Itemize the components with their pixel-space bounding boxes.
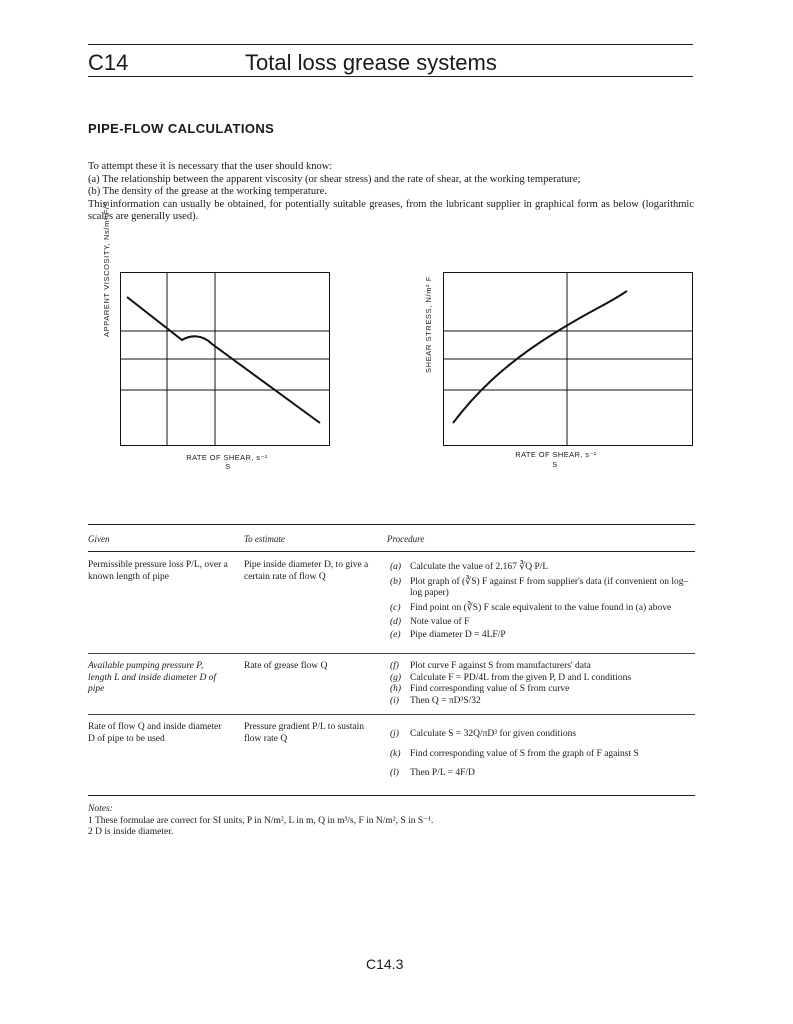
shear-stress-chart-svg xyxy=(443,272,693,446)
row-divider xyxy=(88,653,695,654)
shear-stress-y-axis-label: SHEAR STRESS, N/m² F xyxy=(424,275,433,373)
header-top-rule xyxy=(88,44,693,45)
step-text: Then P/L = 4F/D xyxy=(410,768,475,778)
viscosity-curve xyxy=(127,297,320,423)
row-estimate: Pipe inside diameter D, to give a certain rate of flow Q xyxy=(244,560,369,582)
procedure-list xyxy=(390,661,695,707)
row-estimate: Pressure gradient P/L to sustain flow rate Q xyxy=(244,722,364,744)
step-text: Then Q = πD³S/32 xyxy=(410,695,481,706)
intro-text xyxy=(88,161,694,224)
column-header-given: Given xyxy=(88,534,110,544)
viscosity-chart-svg xyxy=(120,272,330,446)
viscosity-y-axis-label: APPARENT VISCOSITY, Ns/m² F/S xyxy=(102,200,111,337)
step-text: Pipe diameter D = 4LF/P xyxy=(410,629,506,640)
page-number: C14.3 xyxy=(366,956,404,972)
step-label: (c) xyxy=(390,602,401,613)
row-given: Available pumping pressure P, length L and inside diameter D of pipe xyxy=(88,661,217,694)
row-estimate: Rate of grease flow Q xyxy=(244,661,328,671)
table-header-rule xyxy=(88,551,695,552)
column-header-estimate: To estimate xyxy=(244,534,285,544)
column-header-procedure: Procedure xyxy=(387,534,425,544)
step-label: (e) xyxy=(390,629,401,640)
step-label: (i) xyxy=(390,695,399,706)
intro-line: This information can usually be obtained, for potentially suitable greases, from the lubricant supplier in graphical form as below (logarithmic scales are generally used). xyxy=(88,198,694,223)
step-text: Calculate F = PD/4L from the given P, D and L conditions xyxy=(410,672,632,683)
table-bottom-rule xyxy=(88,795,695,796)
row-divider xyxy=(88,714,695,715)
page-title: Total loss grease systems xyxy=(245,50,497,75)
note-item: 1 These formulae are correct for SI units, P in N/m², L in m, Q in m³/s, F in N/m², S in S⁻¹. xyxy=(88,815,434,826)
row-given: Permissible pressure loss P/L, over a known length of pipe xyxy=(88,560,228,582)
step-label: (a) xyxy=(390,562,402,572)
step-text: Find corresponding value of S from curve xyxy=(410,684,570,694)
intro-line: (b) The density of the grease at the working temperature. xyxy=(88,186,327,198)
procedure-step xyxy=(390,696,695,708)
procedure-step xyxy=(390,562,695,574)
procedure-step xyxy=(390,673,695,685)
step-label: (j) xyxy=(390,729,399,739)
step-label: (l) xyxy=(390,768,399,778)
shear-stress-curve xyxy=(453,291,627,423)
step-label: (k) xyxy=(390,748,401,759)
shear-stress-x-axis-label: RATE OF SHEAR, s⁻¹ xyxy=(515,450,597,459)
procedure-step xyxy=(390,617,695,629)
note-item: 2 D is inside diameter. xyxy=(88,827,174,837)
row-given: Rate of flow Q and inside diameter D of pipe to be used xyxy=(88,722,222,744)
viscosity-chart xyxy=(120,272,330,451)
procedure-step xyxy=(390,577,695,600)
shear-stress-x-axis-symbol: S xyxy=(552,460,558,469)
procedure-step xyxy=(390,729,695,741)
procedure-step xyxy=(390,768,695,780)
procedure-step xyxy=(390,603,695,615)
step-label: (h) xyxy=(390,684,402,694)
notes-title: Notes: xyxy=(88,804,113,814)
step-text: Plot curve F against S from manufacturers' data xyxy=(410,661,591,671)
step-text: Calculate the value of 2.167 ∛Q P/L xyxy=(410,562,549,572)
step-text: Note value of F xyxy=(410,617,470,627)
header-bottom-rule xyxy=(88,76,693,77)
step-text: Find corresponding value of S from the graph of F against S xyxy=(410,748,639,759)
procedure-step xyxy=(390,684,695,696)
procedure-step xyxy=(390,630,695,642)
section-title: PIPE-FLOW CALCULATIONS xyxy=(88,121,275,136)
procedure-step xyxy=(390,661,695,673)
table-top-rule xyxy=(88,524,695,525)
step-label: (b) xyxy=(390,576,402,587)
section-code: C14 xyxy=(88,50,129,75)
procedure-list xyxy=(390,562,695,644)
step-label: (d) xyxy=(390,617,402,627)
intro-line: To attempt these it is necessary that the user should know: xyxy=(88,161,333,172)
procedure-list xyxy=(390,729,695,783)
viscosity-x-axis-symbol: S xyxy=(225,462,231,471)
viscosity-x-axis-label: RATE OF SHEAR, s⁻¹ xyxy=(186,453,268,462)
procedure-step xyxy=(390,749,695,761)
notes xyxy=(88,804,694,839)
step-label: (g) xyxy=(390,672,402,683)
step-text: Calculate S = 32Q/πD³ for given conditions xyxy=(410,729,577,739)
shear-stress-chart xyxy=(443,272,693,451)
step-label: (f) xyxy=(390,661,399,671)
step-text: Find point on (∛S) F scale equivalent to the value found in (a) above xyxy=(410,602,672,613)
step-text: Plot graph of (∛S) F against F from supplier's data (if convenient on log–log paper) xyxy=(410,576,689,598)
intro-line: (a) The relationship between the apparent viscosity (or shear stress) and the rate of shear, at the working temperature; xyxy=(88,173,581,185)
